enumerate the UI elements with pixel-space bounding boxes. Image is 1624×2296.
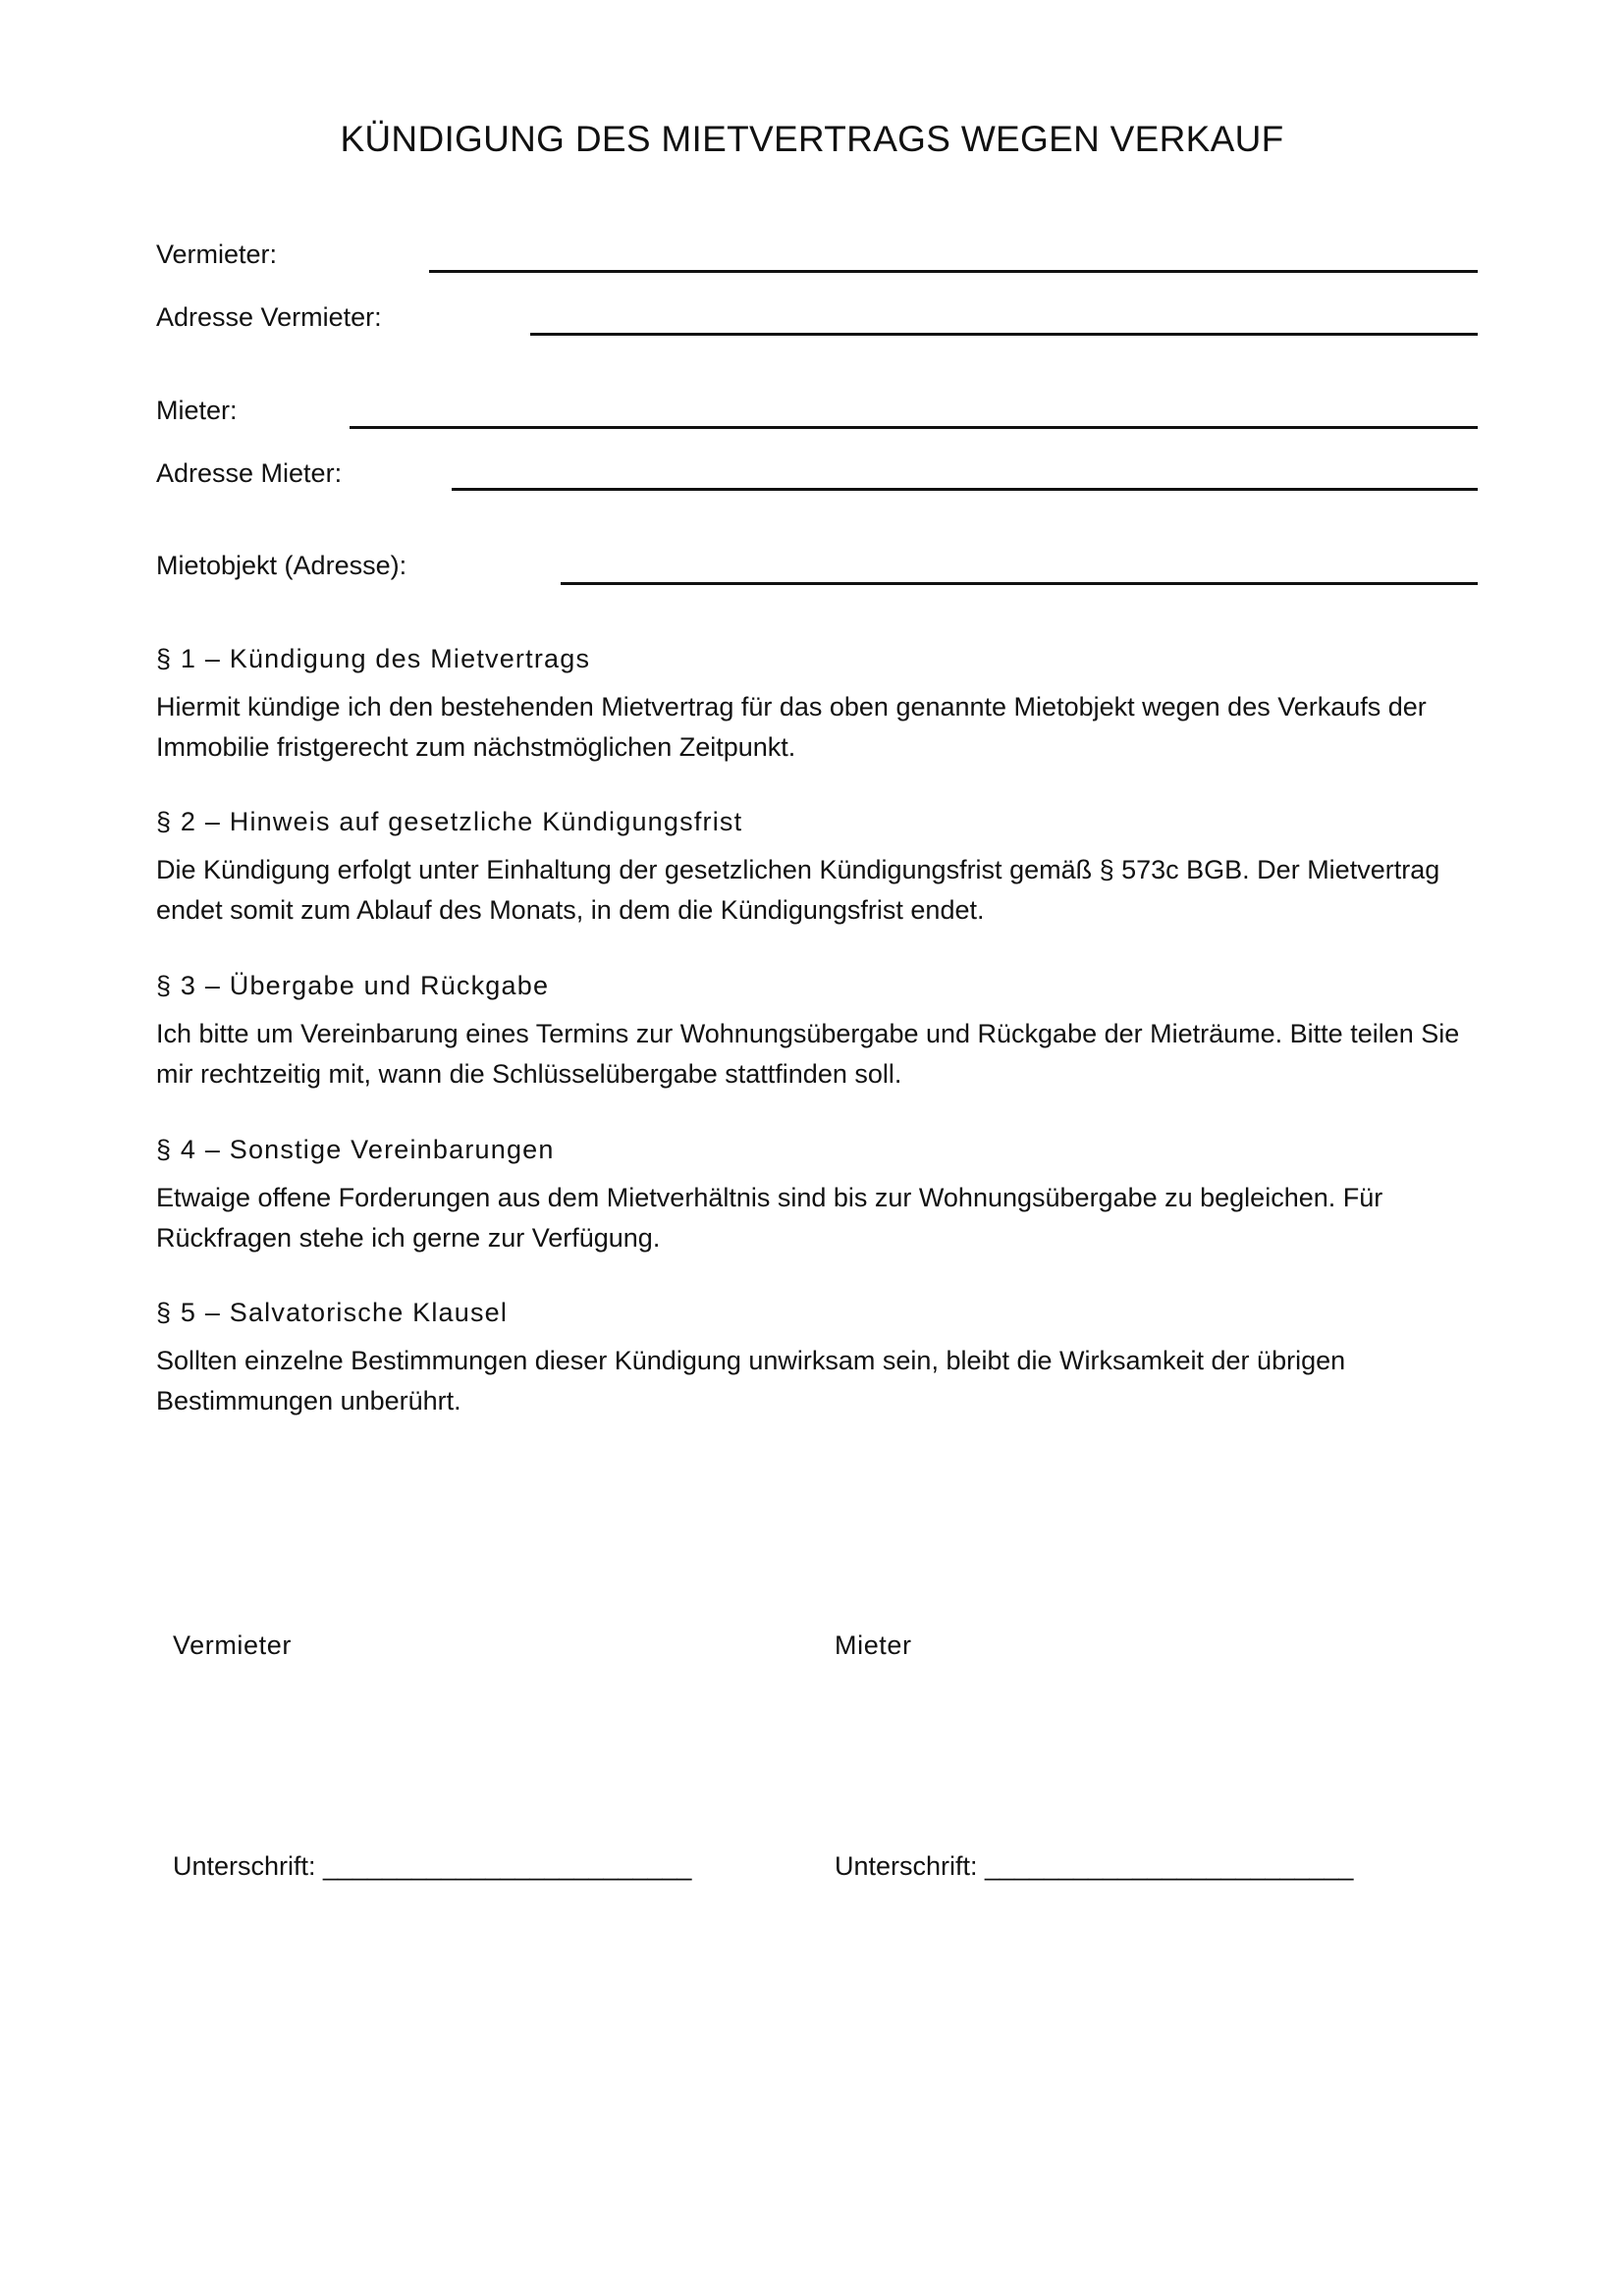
section-heading: § 1 – Kündigung des Mietvertrags xyxy=(156,644,591,673)
tenant-label: Mieter: xyxy=(156,396,238,425)
section-heading: § 3 – Übergabe und Rückgabe xyxy=(156,971,550,1000)
tenant-address-label: Adresse Mieter: xyxy=(156,458,343,488)
landlord-address-label: Adresse Vermieter: xyxy=(156,302,382,332)
section-body: Etwaige offene Forderungen aus dem Mietverhältnis sind bis zur Wohnungsübergabe zu begleichen. Für Rückfragen stehe ich gerne zur Verfügung. xyxy=(156,1183,1383,1253)
landlord-signature-heading: Vermieter xyxy=(173,1630,292,1660)
section-1 xyxy=(156,642,1477,768)
document-title: KÜNDIGUNG DES MIETVERTRAGS WEGEN VERKAUF xyxy=(340,119,1284,159)
tenant-input-line[interactable] xyxy=(350,426,1478,429)
section-body: Hiermit kündige ich den bestehenden Mietvertrag für das oben genannte Mietobjekt wegen des Verkaufs der Immobilie fristgerecht zum nächstmöglichen Zeitpunkt. xyxy=(156,692,1427,762)
section-body: Sollten einzelne Bestimmungen dieser Kündigung unwirksam sein, bleibt die Wirksamkeit der übrigen Bestimmungen unberührt. xyxy=(156,1346,1346,1415)
section-heading: § 5 – Salvatorische Klausel xyxy=(156,1298,509,1327)
section-heading: § 4 – Sonstige Vereinbarungen xyxy=(156,1135,555,1164)
property-address-label: Mietobjekt (Adresse): xyxy=(156,551,407,580)
section-body: Die Kündigung erfolgt unter Einhaltung der gesetzlichen Kündigungsfrist gemäß § 573c BGB. Der Mietvertrag endet somit zum Ablauf des Monats, in dem die Kündigungsfrist endet. xyxy=(156,855,1440,925)
section-3 xyxy=(156,969,1477,1095)
landlord-input-line[interactable] xyxy=(429,270,1478,273)
section-5 xyxy=(156,1296,1477,1421)
section-heading: § 2 – Hinweis auf gesetzliche Kündigungsfrist xyxy=(156,807,743,836)
tenant-address-input-line[interactable] xyxy=(452,488,1478,491)
section-body: Ich bitte um Vereinbarung eines Termins zur Wohnungsübergabe und Rückgabe der Mieträume. Bitte teilen Sie mir rechtzeitig mit, wann die Schlüsselübergabe stattfinden soll. xyxy=(156,1019,1460,1089)
tenant-signature-heading: Mieter xyxy=(835,1630,912,1660)
landlord-signature-field[interactable]: Unterschrift: _________________________ xyxy=(173,1851,692,1881)
section-4 xyxy=(156,1133,1477,1258)
landlord-address-input-line[interactable] xyxy=(530,333,1478,336)
property-address-input-line[interactable] xyxy=(561,582,1478,585)
landlord-label: Vermieter: xyxy=(156,240,278,269)
section-2 xyxy=(156,805,1477,931)
tenant-signature-field[interactable]: Unterschrift: _________________________ xyxy=(835,1851,1354,1881)
